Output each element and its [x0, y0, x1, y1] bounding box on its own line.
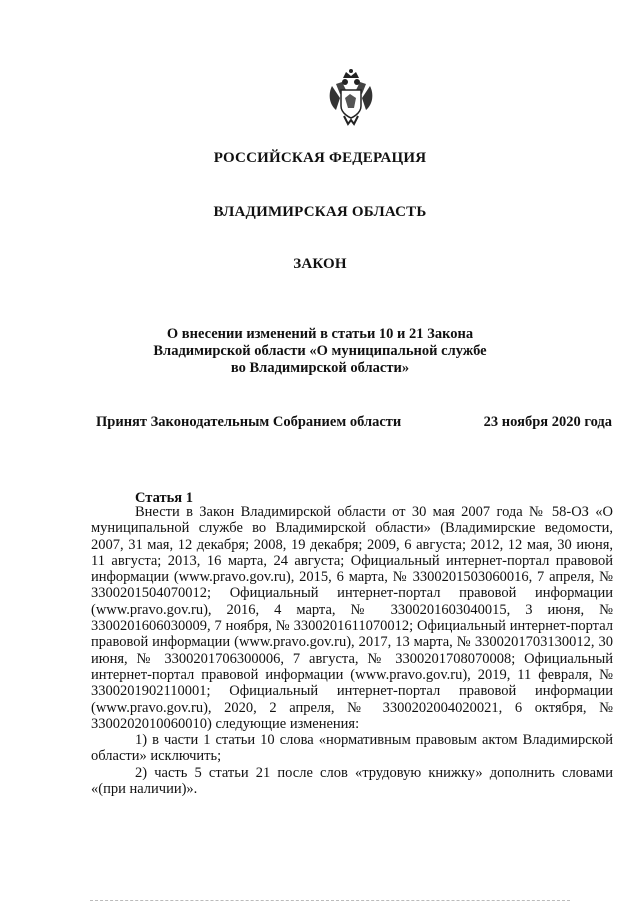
- country-heading: РОССИЙСКАЯ ФЕДЕРАЦИЯ: [213, 150, 427, 166]
- law-title: [100, 326, 540, 377]
- adopted-by: Принят Законодательным Собранием области: [96, 414, 402, 430]
- document-type-heading: ЗАКОН: [293, 256, 347, 272]
- coat-of-arms-icon: [326, 68, 376, 128]
- article-heading: Статья 1: [135, 490, 193, 506]
- law-title-line: О внесении изменений в статьи 10 и 21 Закона: [166, 326, 474, 342]
- article-item: 2) часть 5 статьи 21 после слов «трудовую книжку» дополнить словами «(при наличии)».: [91, 764, 613, 798]
- adoption-line: [96, 414, 612, 431]
- article-intro: Внести в Закон Владимирской области от 30 мая 2007 года № 58-ОЗ «О муниципальной службе во Владимирской области» (Владимирские ведомости, 2007, 31 мая, 12 декабря; 2008, 19 декабря; 2009, 6 августа; 2012, 12 мая, 30 июня, 11 августа; 2013, 16 марта, 24 августа; Официальный интернет-портал правовой информации (www.pravo.gov.ru), 2015, 6 марта, № 3300201503060016, 7 апреля, № 3300201504070012; Официальный интернет-портал правовой информации (www.pravo.gov.ru), 2016, 4 марта, № 3300201603040015, 3 июня, № 3300201606030009, 7 ноября, № 3300201611070012; Официальный интернет-портал правовой информации (www.pravo.gov.ru), 2017, 13 марта, № 3300201703130012, 30 июня, № 3300201706300006, 7 августа, № 3300201708070008; Официальный интернет-портал правовой информации (www.pravo.gov.ru), 2019, 11 февраля, № 3300201902110001; Официальный интернет-портал правовой информации (www.pravo.gov.ru), 2020, 2 апреля, № 3300202004020021, 6 октября, № 3300202010060010) следующие изменения:: [91, 504, 613, 732]
- law-title-line: во Владимирской области»: [230, 360, 410, 376]
- article-body: [91, 504, 613, 797]
- adoption-date: 23 ноября 2020 года: [483, 414, 612, 430]
- scan-edge-divider: [90, 900, 570, 902]
- article-item: 1) в части 1 статьи 10 слова «нормативным правовым актом Владимирской области» исключить;: [91, 732, 613, 765]
- law-title-line: Владимирской области «О муниципальной службе: [153, 343, 487, 359]
- region-heading: ВЛАДИМИРСКАЯ ОБЛАСТЬ: [213, 204, 427, 220]
